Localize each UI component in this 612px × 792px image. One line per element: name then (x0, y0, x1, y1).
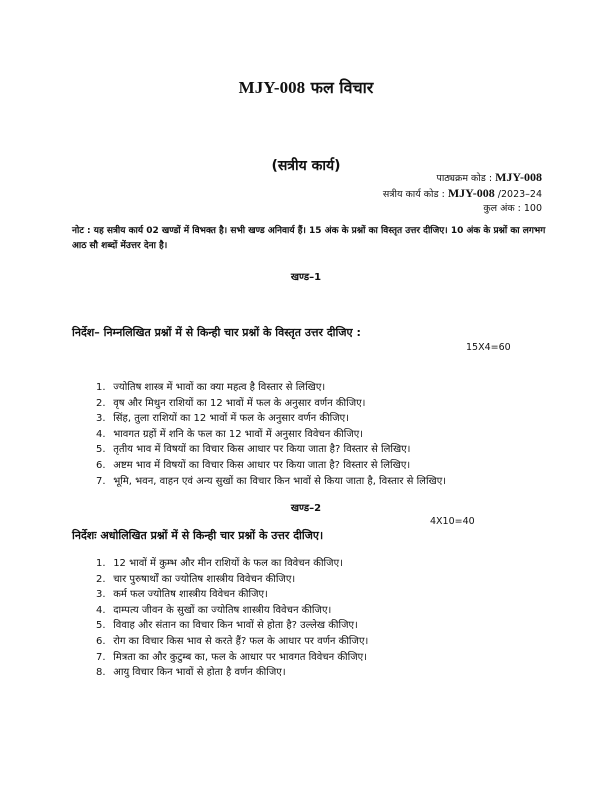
section-2-question-list (96, 556, 368, 681)
assignment-code-line (383, 186, 542, 201)
question-item: 7. भूमि, भवन, वाहन एवं अन्य सुखों का विचार किन भावों से किया जाता है, विस्तार से लिखिए। (96, 475, 447, 487)
question-item: 1. 12 भावों में कुम्भ और मीन राशियों के फल का विवेचन कीजिए। (96, 558, 343, 569)
question-item: 5. विवाह और संतान का विचार किन भावों से होता है? उल्लेख कीजिए। (96, 620, 358, 632)
program-code-label: पाठ्यक्रम कोड : (436, 173, 493, 184)
section-2-marks: 4X10=40 (430, 516, 475, 527)
section-2-title: खण्ड–2 (290, 503, 322, 514)
question-item: 3. सिंह, तुला राशियों का 12 भावों में फल के अनुसार वर्णन कीजिए। (96, 413, 350, 425)
question-item: 2. वृष और मिथुन राशियों का 12 भावों में फल के अनुसार वर्णन कीजिए। (96, 397, 366, 409)
assignment-note: नोट : यह सत्रीय कार्य 02 खण्डों में विभक्त है। सभी खण्ड अनिवार्य हैं। 15 अंक के प्रश्नों का विस्तृत उत्तर दीजिए। 10 अंक के प्रश्नों का लगभग आठ सौ शब्दों मेंउत्तर देना है। (72, 226, 546, 251)
document-title (0, 76, 612, 98)
document-subtitle: (सत्रीय कार्य) (271, 158, 341, 174)
course-name: फल विचार (310, 78, 374, 97)
section-2-instruction: निर्देशः अधोलिखित प्रश्नों में से किन्ही चार प्रश्नों के उत्तर दीजिए। (72, 529, 324, 542)
section-1-marks: 15X4=60 (466, 342, 511, 353)
question-item: 3. कर्म फल ज्योतिष शास्त्रीय विवेचन कीजिए। (96, 589, 268, 601)
question-item: 4. भावगत ग्रहों में शनि के फल का 12 भावों में अनुसार विवेचन कीजिए। (96, 428, 364, 440)
section-1-question-list (96, 380, 446, 489)
question-item: 7. मित्रता का और कुटुम्ब का, फल के आधार पर भावगत विवेचन कीजिए। (96, 651, 367, 663)
assignment-code-value: MJY-008 (447, 186, 495, 200)
program-code-line (436, 170, 542, 185)
assignment-code-label: सत्रीय कार्य कोड : (382, 189, 445, 200)
session: /2023–24 (497, 189, 542, 200)
course-code: MJY-008 (238, 78, 306, 97)
section-1-instruction: निर्देश– निम्नलिखित प्रश्नों में से किन्ही चार प्रश्नों के विस्तृत उत्तर दीजिए : (72, 326, 361, 339)
total-marks: कुल अंक : 100 (483, 203, 542, 214)
section-1-title: खण्ड–1 (290, 272, 322, 283)
question-item: 2. चार पुरुषार्थों का ज्योतिष शास्त्रीय विवेचन कीजिए। (96, 573, 296, 585)
program-code-value: MJY-008 (495, 170, 542, 184)
question-item: 5. तृतीय भाव में विषयों का विचार किस आधार पर किया जाता है? विस्तार से लिखिए। (96, 444, 411, 456)
question-item: 6. रोग का विचार किस भाव से करते हैं? फल के आधार पर वर्णन कीजिए। (96, 635, 369, 647)
question-item: 1. ज्योतिष शास्त्र में भावों का क्या महत्व है विस्तार से लिखिए। (96, 382, 326, 393)
question-item: 4. दाम्पत्य जीवन के सुखों का ज्योतिष शास्त्रीय विवेचन कीजिए। (96, 604, 332, 616)
question-item: 6. अष्टम भाव में विषयों का विचार किस आधार पर किया जाता है? विस्तार से लिखिए। (96, 459, 411, 471)
question-item: 8. आयु विचार किन भावों से होता है वर्णन कीजिए। (96, 667, 286, 679)
